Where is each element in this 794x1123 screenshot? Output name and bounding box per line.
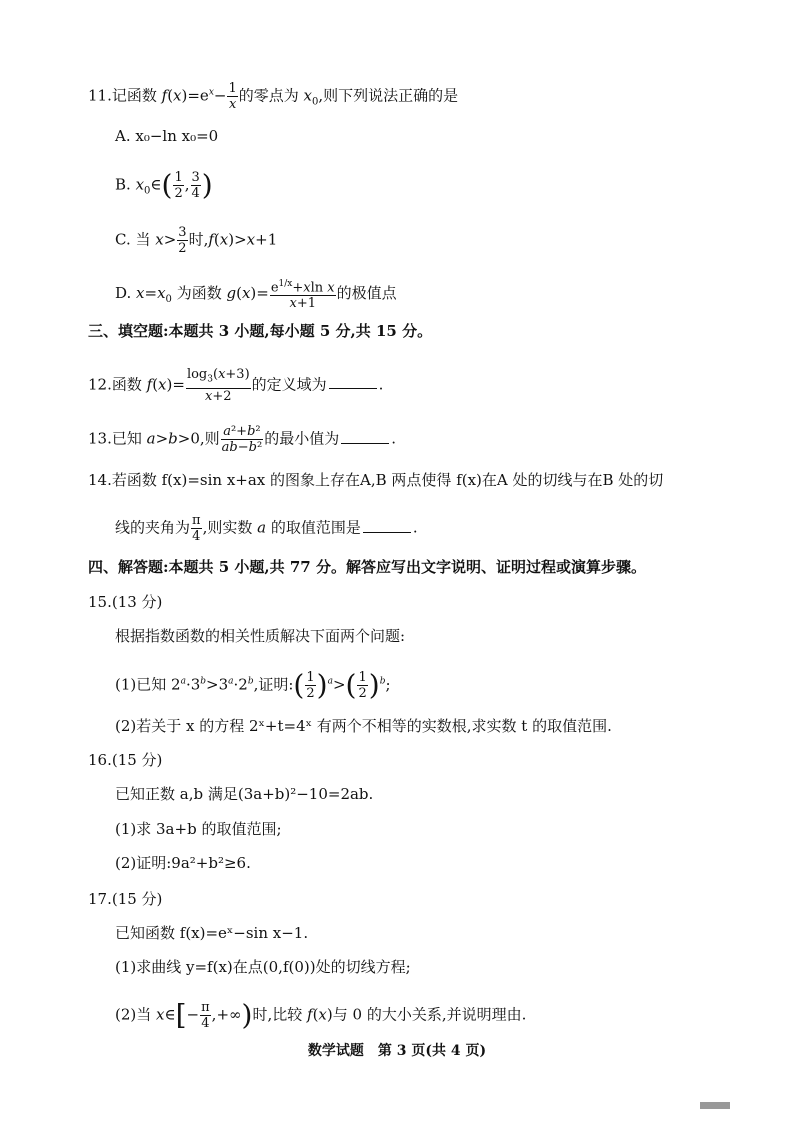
q12: 12.函数 f(x)= $\frac{\log_3(x+3)}{x+2}$ 的定义域为 .: [88, 367, 384, 404]
q16-intro: 已知正数 a,b 满足(3a+b)²−10=2ab.: [115, 785, 374, 803]
q15-intro: 根据指数函数的相关性质解决下面两个问题:: [115, 627, 406, 645]
q16-heading: 16.(15 分): [88, 751, 163, 769]
q13: 13.已知 a>b>0,则 $\frac{\text{a²+b²}}{\text{ab−b²}}$ 的最小值为 .: [88, 424, 396, 455]
q11-option-b: B. $x_0\in$( $\frac{1}{2}$ , $\frac{3}{4}$ ): [115, 168, 213, 202]
q16-part-2: (2)证明:9a²+b²≥6.: [115, 854, 251, 872]
q11-option-d: D. $x=x_0$ 为函数 g(x)= $\frac{e^{1/x}+xln x}{x+1}$ 的极值点: [115, 279, 397, 312]
q15-part-1: (1)已知 $2^a\cdot 3^b>3^a\cdot 2^b$,证明:( $\frac{1}{2}$ )$^a$>( $\frac{1}{2}$ )$^b$;: [115, 668, 391, 702]
q16-part-1: (1)求 3a+b 的取值范围;: [115, 820, 282, 838]
section-3-heading: 三、填空题:本题共 3 小题,每小题 5 分,共 15 分。: [88, 322, 433, 340]
watermark-logo-icon: [700, 1102, 730, 1109]
q17-part-1: (1)求曲线 y=f(x)在点(0,f(0))处的切线方程;: [115, 958, 411, 976]
q14-line-2: 线的夹角为 $\frac{\pi}{4}$ ,则实数 a 的取值范围是 .: [115, 513, 418, 544]
q11-option-c: C. 当 x> $\frac{3}{2}$ 时,f(x)>x+1: [115, 225, 278, 256]
q14-line-1: 14.若函数 f(x)=sin x+ax 的图象上存在A,B 两点使得 f(x)在A 处的切线与在B 处的切: [88, 471, 664, 489]
q17-heading: 17.(15 分): [88, 890, 163, 908]
q17-part-2: (2)当 x∈[− $\frac{\pi}{4}$ ,+∞)时,比较 f(x)与 0 的大小关系,并说明理由.: [115, 998, 527, 1032]
q11-stem: 11.记函数 $f(x)=e^x-$ $\frac{1}{x}$ 的零点为 $x_0$,则下列说法正确的是: [88, 81, 459, 112]
q17-intro: 已知函数 f(x)=eˣ−sin x−1.: [115, 924, 309, 942]
page-footer: 数学试题 第 3 页(共 4 页): [307, 1043, 487, 1059]
section-4-heading: 四、解答题:本题共 5 小题,共 77 分。解答应写出文字说明、证明过程或演算步骤。: [88, 558, 646, 576]
q15-heading: 15.(13 分): [88, 593, 163, 611]
q15-part-2: (2)若关于 x 的方程 2ˣ+t=4ˣ 有两个不相等的实数根,求实数 t 的取值范围.: [115, 717, 612, 735]
q11-option-a: A. x₀−ln x₀=0: [115, 127, 219, 145]
